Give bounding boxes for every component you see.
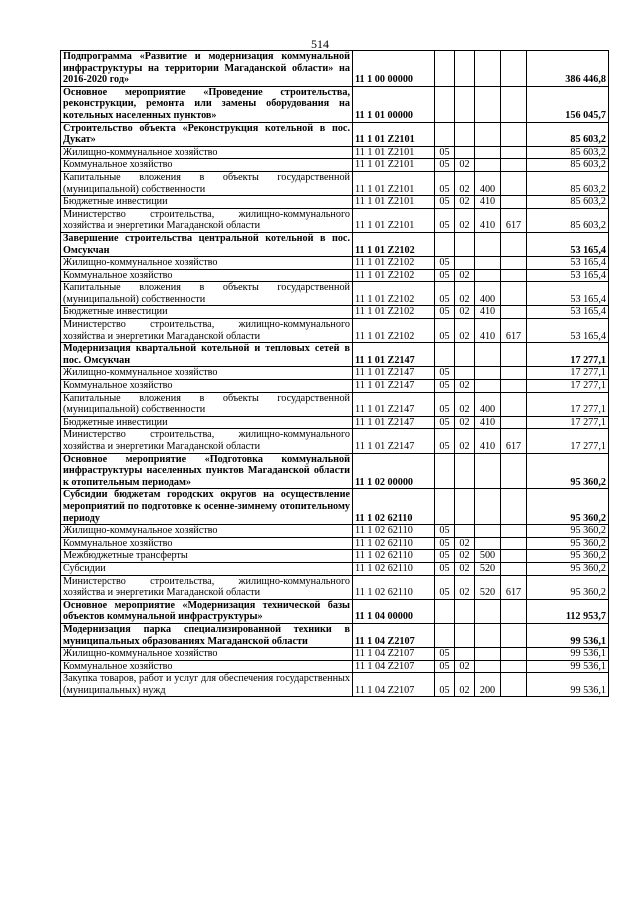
row-subsection-cell: 02	[455, 319, 475, 343]
row-subsection-cell: 02	[455, 282, 475, 306]
row-name-cell: Жилищно-коммунальное хозяйство	[61, 257, 353, 270]
row-code-cell: 11 1 01 Z2147	[353, 416, 435, 429]
row-section-cell	[435, 232, 455, 256]
row-subsection-cell	[455, 623, 475, 647]
page-number: 514	[311, 37, 329, 51]
row-amount-cell: 99 536,1	[527, 623, 609, 647]
row-ministry-cell	[501, 623, 527, 647]
row-subsection-cell: 02	[455, 575, 475, 599]
table-row	[61, 429, 609, 453]
row-code-cell: 11 1 01 Z2101	[353, 208, 435, 232]
row-section-cell: 05	[435, 562, 455, 575]
row-section-cell: 05	[435, 159, 455, 172]
row-amount-cell: 17 277,1	[527, 429, 609, 453]
row-subsection-cell: 02	[455, 429, 475, 453]
row-amount-cell: 17 277,1	[527, 392, 609, 416]
row-name-cell: Министерство строительства, жилищно-коммунального хозяйства и энергетики Магаданской области	[61, 319, 353, 343]
row-ministry-cell	[501, 51, 527, 87]
row-ministry-cell	[501, 673, 527, 697]
row-subsection-cell: 02	[455, 196, 475, 209]
row-amount-cell: 17 277,1	[527, 343, 609, 367]
row-subsection-cell	[455, 232, 475, 256]
row-expense-type-cell: 400	[475, 171, 501, 195]
row-ministry-cell	[501, 453, 527, 489]
row-section-cell: 05	[435, 257, 455, 270]
row-name-cell: Коммунальное хозяйство	[61, 269, 353, 282]
table-row	[61, 599, 609, 623]
row-section-cell: 05	[435, 146, 455, 159]
row-section-cell: 05	[435, 392, 455, 416]
row-subsection-cell: 02	[455, 392, 475, 416]
row-ministry-cell: 617	[501, 208, 527, 232]
row-code-cell: 11 1 01 Z2102	[353, 319, 435, 343]
row-name-cell: Коммунальное хозяйство	[61, 380, 353, 393]
table-row	[61, 575, 609, 599]
row-ministry-cell	[501, 562, 527, 575]
row-expense-type-cell	[475, 146, 501, 159]
row-code-cell: 11 1 01 Z2102	[353, 269, 435, 282]
budget-table	[60, 50, 609, 697]
row-code-cell: 11 1 04 Z2107	[353, 648, 435, 661]
row-ministry-cell	[501, 282, 527, 306]
row-code-cell: 11 1 01 Z2147	[353, 367, 435, 380]
row-amount-cell: 95 360,2	[527, 562, 609, 575]
row-amount-cell: 99 536,1	[527, 648, 609, 661]
row-section-cell: 05	[435, 171, 455, 195]
row-expense-type-cell	[475, 525, 501, 538]
row-name-cell: Основное мероприятие «Подготовка коммунальной инфраструктуры населенных пунктов Магаданской области к отопительным периодам»	[61, 453, 353, 489]
row-ministry-cell	[501, 86, 527, 122]
row-subsection-cell: 02	[455, 537, 475, 550]
row-subsection-cell: 02	[455, 208, 475, 232]
row-amount-cell: 53 165,4	[527, 282, 609, 306]
table-row	[61, 146, 609, 159]
row-section-cell: 05	[435, 416, 455, 429]
row-amount-cell: 386 446,8	[527, 51, 609, 87]
table-row	[61, 367, 609, 380]
table-row	[61, 232, 609, 256]
row-expense-type-cell: 200	[475, 673, 501, 697]
row-amount-cell: 95 360,2	[527, 525, 609, 538]
row-name-cell: Бюджетные инвестиции	[61, 306, 353, 319]
row-expense-type-cell: 410	[475, 306, 501, 319]
table-row	[61, 319, 609, 343]
row-subsection-cell	[455, 453, 475, 489]
row-expense-type-cell: 500	[475, 550, 501, 563]
table-row	[61, 489, 609, 525]
row-amount-cell: 53 165,4	[527, 269, 609, 282]
row-name-cell: Капитальные вложения в объекты государственной (муниципальной) собственности	[61, 171, 353, 195]
table-row	[61, 282, 609, 306]
row-section-cell	[435, 86, 455, 122]
row-name-cell: Межбюджетные трансферты	[61, 550, 353, 563]
table-body	[61, 51, 609, 697]
row-expense-type-cell	[475, 86, 501, 122]
row-name-cell: Основное мероприятие «Модернизация технической базы объектов коммунальной инфраструктуры»	[61, 599, 353, 623]
row-code-cell: 11 1 01 Z2101	[353, 146, 435, 159]
row-ministry-cell	[501, 392, 527, 416]
row-expense-type-cell	[475, 159, 501, 172]
row-ministry-cell	[501, 537, 527, 550]
row-expense-type-cell: 410	[475, 196, 501, 209]
row-expense-type-cell: 520	[475, 562, 501, 575]
row-name-cell: Жилищно-коммунальное хозяйство	[61, 146, 353, 159]
row-code-cell: 11 1 04 00000	[353, 599, 435, 623]
row-subsection-cell	[455, 648, 475, 661]
row-code-cell: 11 1 04 Z2107	[353, 660, 435, 673]
row-amount-cell: 17 277,1	[527, 367, 609, 380]
row-section-cell	[435, 51, 455, 87]
row-subsection-cell: 02	[455, 306, 475, 319]
row-ministry-cell	[501, 416, 527, 429]
row-subsection-cell: 02	[455, 550, 475, 563]
row-name-cell: Жилищно-коммунальное хозяйство	[61, 648, 353, 661]
row-subsection-cell	[455, 599, 475, 623]
row-subsection-cell: 02	[455, 269, 475, 282]
row-section-cell: 05	[435, 537, 455, 550]
row-section-cell: 05	[435, 208, 455, 232]
row-name-cell: Коммунальное хозяйство	[61, 159, 353, 172]
row-section-cell: 05	[435, 282, 455, 306]
row-ministry-cell	[501, 343, 527, 367]
row-expense-type-cell	[475, 660, 501, 673]
row-expense-type-cell	[475, 122, 501, 146]
table-row	[61, 196, 609, 209]
row-expense-type-cell: 520	[475, 575, 501, 599]
row-amount-cell: 95 360,2	[527, 575, 609, 599]
row-ministry-cell	[501, 269, 527, 282]
row-subsection-cell: 02	[455, 159, 475, 172]
row-amount-cell: 85 603,2	[527, 159, 609, 172]
row-expense-type-cell	[475, 51, 501, 87]
row-amount-cell: 53 165,4	[527, 257, 609, 270]
row-ministry-cell	[501, 159, 527, 172]
row-name-cell: Жилищно-коммунальное хозяйство	[61, 525, 353, 538]
row-amount-cell: 85 603,2	[527, 208, 609, 232]
row-expense-type-cell	[475, 453, 501, 489]
row-code-cell: 11 1 01 Z2147	[353, 392, 435, 416]
row-subsection-cell	[455, 489, 475, 525]
row-subsection-cell: 02	[455, 660, 475, 673]
row-section-cell	[435, 623, 455, 647]
row-ministry-cell	[501, 171, 527, 195]
row-name-cell: Жилищно-коммунальное хозяйство	[61, 367, 353, 380]
row-ministry-cell	[501, 648, 527, 661]
row-ministry-cell	[501, 257, 527, 270]
row-name-cell: Подпрограмма «Развитие и модернизация коммунальной инфраструктуры на территории Магаданской области» на 2016-2020 год»	[61, 51, 353, 87]
row-section-cell: 05	[435, 196, 455, 209]
row-name-cell: Бюджетные инвестиции	[61, 416, 353, 429]
table-row	[61, 453, 609, 489]
row-subsection-cell	[455, 525, 475, 538]
row-subsection-cell	[455, 146, 475, 159]
row-amount-cell: 85 603,2	[527, 146, 609, 159]
row-ministry-cell	[501, 196, 527, 209]
row-ministry-cell	[501, 660, 527, 673]
row-amount-cell: 95 360,2	[527, 537, 609, 550]
row-ministry-cell: 617	[501, 319, 527, 343]
row-name-cell: Капитальные вложения в объекты государственной (муниципальной) собственности	[61, 392, 353, 416]
row-amount-cell: 95 360,2	[527, 550, 609, 563]
row-code-cell: 11 1 04 Z2107	[353, 623, 435, 647]
row-amount-cell: 53 165,4	[527, 232, 609, 256]
row-name-cell: Модернизация квартальной котельной и тепловых сетей в пос. Омсукчан	[61, 343, 353, 367]
row-amount-cell: 17 277,1	[527, 380, 609, 393]
row-subsection-cell	[455, 51, 475, 87]
row-expense-type-cell: 410	[475, 319, 501, 343]
row-amount-cell: 85 603,2	[527, 196, 609, 209]
row-subsection-cell	[455, 86, 475, 122]
row-expense-type-cell: 410	[475, 208, 501, 232]
row-code-cell: 11 1 02 62110	[353, 562, 435, 575]
row-section-cell	[435, 453, 455, 489]
row-amount-cell: 53 165,4	[527, 319, 609, 343]
row-name-cell: Модернизация парка специализированной техники в муниципальных образованиях Магаданской области	[61, 623, 353, 647]
row-section-cell: 05	[435, 673, 455, 697]
table-row	[61, 171, 609, 195]
row-amount-cell: 99 536,1	[527, 660, 609, 673]
row-expense-type-cell	[475, 599, 501, 623]
row-ministry-cell	[501, 489, 527, 525]
row-name-cell: Капитальные вложения в объекты государственной (муниципальной) собственности	[61, 282, 353, 306]
row-ministry-cell	[501, 550, 527, 563]
row-section-cell	[435, 599, 455, 623]
row-code-cell: 11 1 01 Z2101	[353, 196, 435, 209]
row-expense-type-cell	[475, 537, 501, 550]
row-expense-type-cell	[475, 648, 501, 661]
table-row	[61, 86, 609, 122]
table-row	[61, 269, 609, 282]
row-name-cell: Субсидии бюджетам городских округов на осуществление мероприятий по подготовке к осенне-зимнему отопительному периоду	[61, 489, 353, 525]
row-section-cell: 05	[435, 319, 455, 343]
row-ministry-cell	[501, 599, 527, 623]
row-amount-cell: 53 165,4	[527, 306, 609, 319]
table-row	[61, 550, 609, 563]
row-ministry-cell	[501, 232, 527, 256]
row-section-cell: 05	[435, 525, 455, 538]
table-row	[61, 380, 609, 393]
table-row	[61, 648, 609, 661]
row-expense-type-cell	[475, 257, 501, 270]
row-code-cell: 11 1 04 Z2107	[353, 673, 435, 697]
row-code-cell: 11 1 02 62110	[353, 537, 435, 550]
table-row	[61, 416, 609, 429]
row-code-cell: 11 1 01 Z2101	[353, 159, 435, 172]
table-row	[61, 159, 609, 172]
row-expense-type-cell	[475, 623, 501, 647]
row-amount-cell: 85 603,2	[527, 171, 609, 195]
row-name-cell: Субсидии	[61, 562, 353, 575]
table-row	[61, 673, 609, 697]
table-row	[61, 525, 609, 538]
row-name-cell: Завершение строительства центральной котельной в пос. Омсукчан	[61, 232, 353, 256]
row-section-cell: 05	[435, 380, 455, 393]
row-section-cell	[435, 489, 455, 525]
row-amount-cell: 112 953,7	[527, 599, 609, 623]
table-row	[61, 343, 609, 367]
row-amount-cell: 99 536,1	[527, 673, 609, 697]
row-expense-type-cell	[475, 489, 501, 525]
row-code-cell: 11 1 02 62110	[353, 525, 435, 538]
row-code-cell: 11 1 01 Z2101	[353, 122, 435, 146]
table-row	[61, 51, 609, 87]
row-subsection-cell	[455, 343, 475, 367]
row-name-cell: Коммунальное хозяйство	[61, 660, 353, 673]
row-name-cell: Министерство строительства, жилищно-коммунального хозяйства и энергетики Магаданской области	[61, 208, 353, 232]
row-section-cell: 05	[435, 367, 455, 380]
row-ministry-cell	[501, 146, 527, 159]
row-code-cell: 11 1 01 Z2102	[353, 232, 435, 256]
row-section-cell: 05	[435, 648, 455, 661]
table-row	[61, 660, 609, 673]
row-expense-type-cell	[475, 232, 501, 256]
row-code-cell: 11 1 01 Z2102	[353, 282, 435, 306]
row-ministry-cell	[501, 380, 527, 393]
row-name-cell: Основное мероприятие «Проведение строительства, реконструкции, ремонта или замены оборудования на котельных населенных пунктов»	[61, 86, 353, 122]
row-amount-cell: 85 603,2	[527, 122, 609, 146]
row-amount-cell: 156 045,7	[527, 86, 609, 122]
row-name-cell: Строительство объекта «Реконструкция котельной в пос. Дукат»	[61, 122, 353, 146]
row-expense-type-cell	[475, 367, 501, 380]
row-code-cell: 11 1 01 Z2147	[353, 343, 435, 367]
row-name-cell: Министерство строительства, жилищно-коммунального хозяйства и энергетики Магаданской области	[61, 429, 353, 453]
row-subsection-cell	[455, 257, 475, 270]
table-row	[61, 208, 609, 232]
table-row	[61, 392, 609, 416]
row-section-cell	[435, 122, 455, 146]
row-name-cell: Министерство строительства, жилищно-коммунального хозяйства и энергетики Магаданской области	[61, 575, 353, 599]
table-row	[61, 562, 609, 575]
row-ministry-cell: 617	[501, 575, 527, 599]
row-name-cell: Бюджетные инвестиции	[61, 196, 353, 209]
row-code-cell: 11 1 00 00000	[353, 51, 435, 87]
row-section-cell: 05	[435, 306, 455, 319]
row-expense-type-cell	[475, 269, 501, 282]
row-code-cell: 11 1 01 00000	[353, 86, 435, 122]
row-subsection-cell	[455, 122, 475, 146]
row-section-cell: 05	[435, 269, 455, 282]
row-ministry-cell	[501, 306, 527, 319]
row-name-cell: Коммунальное хозяйство	[61, 537, 353, 550]
table-row	[61, 623, 609, 647]
row-section-cell	[435, 343, 455, 367]
table-row	[61, 537, 609, 550]
row-amount-cell: 95 360,2	[527, 489, 609, 525]
row-code-cell: 11 1 01 Z2101	[353, 171, 435, 195]
row-expense-type-cell: 400	[475, 392, 501, 416]
row-name-cell: Закупка товаров, работ и услуг для обеспечения государственных (муниципальных) нужд	[61, 673, 353, 697]
row-ministry-cell: 617	[501, 429, 527, 453]
row-expense-type-cell: 410	[475, 429, 501, 453]
row-ministry-cell	[501, 122, 527, 146]
row-section-cell: 05	[435, 660, 455, 673]
row-subsection-cell: 02	[455, 380, 475, 393]
row-code-cell: 11 1 02 62110	[353, 575, 435, 599]
row-amount-cell: 95 360,2	[527, 453, 609, 489]
table-row	[61, 122, 609, 146]
row-subsection-cell	[455, 367, 475, 380]
row-subsection-cell: 02	[455, 562, 475, 575]
row-amount-cell: 17 277,1	[527, 416, 609, 429]
row-code-cell: 11 1 01 Z2147	[353, 429, 435, 453]
row-expense-type-cell	[475, 380, 501, 393]
row-expense-type-cell: 400	[475, 282, 501, 306]
table-row	[61, 306, 609, 319]
row-subsection-cell: 02	[455, 171, 475, 195]
row-code-cell: 11 1 02 62110	[353, 550, 435, 563]
row-subsection-cell: 02	[455, 673, 475, 697]
row-ministry-cell	[501, 525, 527, 538]
row-section-cell: 05	[435, 575, 455, 599]
row-code-cell: 11 1 01 Z2102	[353, 257, 435, 270]
row-subsection-cell: 02	[455, 416, 475, 429]
row-expense-type-cell: 410	[475, 416, 501, 429]
row-ministry-cell	[501, 367, 527, 380]
row-code-cell: 11 1 02 62110	[353, 489, 435, 525]
row-section-cell: 05	[435, 550, 455, 563]
row-expense-type-cell	[475, 343, 501, 367]
row-code-cell: 11 1 01 Z2147	[353, 380, 435, 393]
table-row	[61, 257, 609, 270]
row-section-cell: 05	[435, 429, 455, 453]
row-code-cell: 11 1 02 00000	[353, 453, 435, 489]
row-code-cell: 11 1 01 Z2102	[353, 306, 435, 319]
